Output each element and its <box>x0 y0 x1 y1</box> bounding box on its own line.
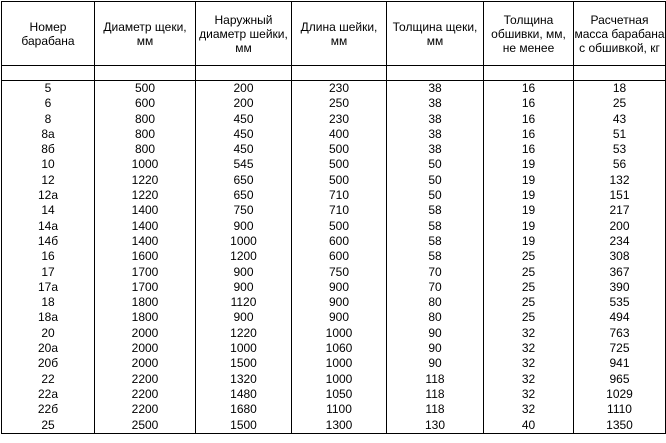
cheek-diameter-cell: 1700 <box>95 280 196 295</box>
cheek-diameter-cell: 1220 <box>95 173 196 188</box>
estimated-mass-cell: 51 <box>574 127 666 142</box>
neck-outer-diameter-cell: 1200 <box>196 249 292 264</box>
table-row <box>2 280 666 295</box>
sheathing-thickness-cell: 25 <box>484 310 574 325</box>
drum-number-cell: 22 <box>2 372 95 387</box>
table-row <box>2 173 666 188</box>
neck-outer-diameter-cell: 1220 <box>196 326 292 341</box>
neck-outer-diameter-cell: 650 <box>196 188 292 203</box>
cheek-thickness-cell: 118 <box>387 372 484 387</box>
sheathing-thickness-cell: 19 <box>484 188 574 203</box>
cheek-diameter-cell: 2200 <box>95 372 196 387</box>
cheek-diameter-cell: 1800 <box>95 295 196 310</box>
header-neck-length: Длина шейки, мм <box>292 2 387 66</box>
table-row <box>2 203 666 218</box>
drum-number-cell: 20а <box>2 341 95 356</box>
drum-number-cell: 16 <box>2 249 95 264</box>
cheek-diameter-cell: 600 <box>95 96 196 111</box>
table-row <box>2 356 666 371</box>
sheathing-thickness-cell: 32 <box>484 356 574 371</box>
neck-outer-diameter-cell: 450 <box>196 142 292 157</box>
drum-number-cell: 18 <box>2 295 95 310</box>
estimated-mass-cell: 53 <box>574 142 666 157</box>
cheek-diameter-cell: 1000 <box>95 157 196 172</box>
estimated-mass-cell: 217 <box>574 203 666 218</box>
cheek-diameter-cell: 800 <box>95 112 196 127</box>
neck-length-cell: 710 <box>292 203 387 218</box>
table-row <box>2 402 666 417</box>
cheek-diameter-cell: 2000 <box>95 356 196 371</box>
neck-length-cell: 250 <box>292 96 387 111</box>
drum-number-cell: 12а <box>2 188 95 203</box>
header-neck-outer-diameter: Наружный диаметр шейки, мм <box>196 2 292 66</box>
cheek-thickness-cell: 118 <box>387 402 484 417</box>
spacer-cell <box>574 66 666 81</box>
neck-length-cell: 900 <box>292 280 387 295</box>
neck-outer-diameter-cell: 900 <box>196 265 292 280</box>
neck-length-cell: 500 <box>292 173 387 188</box>
estimated-mass-cell: 725 <box>574 341 666 356</box>
drum-spec-table-container <box>1 1 665 441</box>
estimated-mass-cell: 367 <box>574 265 666 280</box>
cheek-thickness-cell: 50 <box>387 188 484 203</box>
drum-number-cell: 14б <box>2 234 95 249</box>
cheek-thickness-cell: 80 <box>387 310 484 325</box>
neck-outer-diameter-cell: 900 <box>196 219 292 234</box>
cheek-diameter-cell: 2200 <box>95 402 196 417</box>
neck-length-cell: 900 <box>292 310 387 325</box>
sheathing-thickness-cell: 16 <box>484 96 574 111</box>
table-body <box>2 81 666 434</box>
cheek-thickness-cell: 38 <box>387 96 484 111</box>
sheathing-thickness-cell: 32 <box>484 387 574 402</box>
drum-number-cell: 17а <box>2 280 95 295</box>
spacer-cell <box>387 66 484 81</box>
table-row <box>2 418 666 434</box>
table-row <box>2 81 666 97</box>
neck-outer-diameter-cell: 200 <box>196 96 292 111</box>
neck-outer-diameter-cell: 1500 <box>196 356 292 371</box>
neck-outer-diameter-cell: 900 <box>196 280 292 295</box>
cheek-diameter-cell: 2200 <box>95 387 196 402</box>
cheek-thickness-cell: 50 <box>387 157 484 172</box>
cheek-thickness-cell: 90 <box>387 326 484 341</box>
sheathing-thickness-cell: 25 <box>484 249 574 264</box>
cheek-thickness-cell: 70 <box>387 265 484 280</box>
cheek-diameter-cell: 2000 <box>95 326 196 341</box>
drum-number-cell: 12 <box>2 173 95 188</box>
neck-outer-diameter-cell: 1000 <box>196 341 292 356</box>
cheek-thickness-cell: 58 <box>387 234 484 249</box>
cheek-thickness-cell: 58 <box>387 203 484 218</box>
neck-outer-diameter-cell: 1500 <box>196 418 292 434</box>
table-row <box>2 127 666 142</box>
drum-number-cell: 14 <box>2 203 95 218</box>
sheathing-thickness-cell: 19 <box>484 173 574 188</box>
cheek-diameter-cell: 500 <box>95 81 196 97</box>
estimated-mass-cell: 941 <box>574 356 666 371</box>
neck-length-cell: 1060 <box>292 341 387 356</box>
cheek-thickness-cell: 50 <box>387 173 484 188</box>
header-spacer-row <box>2 66 666 81</box>
cheek-diameter-cell: 1400 <box>95 219 196 234</box>
cheek-thickness-cell: 118 <box>387 387 484 402</box>
cheek-diameter-cell: 800 <box>95 127 196 142</box>
estimated-mass-cell: 234 <box>574 234 666 249</box>
estimated-mass-cell: 1350 <box>574 418 666 434</box>
neck-outer-diameter-cell: 900 <box>196 310 292 325</box>
estimated-mass-cell: 151 <box>574 188 666 203</box>
estimated-mass-cell: 965 <box>574 372 666 387</box>
neck-outer-diameter-cell: 1120 <box>196 295 292 310</box>
table-row <box>2 265 666 280</box>
neck-outer-diameter-cell: 200 <box>196 81 292 97</box>
cheek-thickness-cell: 90 <box>387 341 484 356</box>
neck-outer-diameter-cell: 1320 <box>196 372 292 387</box>
table-row <box>2 142 666 157</box>
table-row <box>2 372 666 387</box>
drum-number-cell: 20 <box>2 326 95 341</box>
spacer-cell <box>95 66 196 81</box>
sheathing-thickness-cell: 32 <box>484 326 574 341</box>
cheek-thickness-cell: 70 <box>387 280 484 295</box>
cheek-thickness-cell: 58 <box>387 249 484 264</box>
neck-length-cell: 500 <box>292 142 387 157</box>
neck-length-cell: 900 <box>292 295 387 310</box>
estimated-mass-cell: 200 <box>574 219 666 234</box>
sheathing-thickness-cell: 32 <box>484 372 574 387</box>
table-row <box>2 295 666 310</box>
cheek-thickness-cell: 90 <box>387 356 484 371</box>
cheek-thickness-cell: 38 <box>387 81 484 97</box>
neck-length-cell: 750 <box>292 265 387 280</box>
cheek-thickness-cell: 130 <box>387 418 484 434</box>
drum-number-cell: 18а <box>2 310 95 325</box>
neck-outer-diameter-cell: 750 <box>196 203 292 218</box>
neck-length-cell: 600 <box>292 249 387 264</box>
spacer-cell <box>196 66 292 81</box>
cheek-diameter-cell: 1600 <box>95 249 196 264</box>
table-row <box>2 326 666 341</box>
neck-length-cell: 1000 <box>292 326 387 341</box>
table-row <box>2 188 666 203</box>
header-estimated-mass: Расчетная масса барабана с обшивкой, кг <box>574 2 666 66</box>
drum-number-cell: 22б <box>2 402 95 417</box>
cheek-diameter-cell: 2500 <box>95 418 196 434</box>
cheek-thickness-cell: 80 <box>387 295 484 310</box>
sheathing-thickness-cell: 32 <box>484 402 574 417</box>
sheathing-thickness-cell: 16 <box>484 127 574 142</box>
header-sheathing-thickness: Толщина обшивки, мм, не менее <box>484 2 574 66</box>
table-row <box>2 112 666 127</box>
table-row <box>2 96 666 111</box>
sheathing-thickness-cell: 19 <box>484 157 574 172</box>
drum-number-cell: 6 <box>2 96 95 111</box>
neck-length-cell: 710 <box>292 188 387 203</box>
table-header <box>2 2 666 81</box>
estimated-mass-cell: 1029 <box>574 387 666 402</box>
neck-outer-diameter-cell: 1000 <box>196 234 292 249</box>
header-row <box>2 2 666 66</box>
drum-number-cell: 5 <box>2 81 95 97</box>
cheek-diameter-cell: 1400 <box>95 234 196 249</box>
header-cheek-thickness: Толщина щеки, мм <box>387 2 484 66</box>
cheek-diameter-cell: 2000 <box>95 341 196 356</box>
spacer-cell <box>484 66 574 81</box>
estimated-mass-cell: 1110 <box>574 402 666 417</box>
table-row <box>2 157 666 172</box>
table-row <box>2 249 666 264</box>
estimated-mass-cell: 56 <box>574 157 666 172</box>
cheek-thickness-cell: 38 <box>387 112 484 127</box>
drum-number-cell: 8б <box>2 142 95 157</box>
sheathing-thickness-cell: 19 <box>484 203 574 218</box>
neck-outer-diameter-cell: 1680 <box>196 402 292 417</box>
drum-number-cell: 8а <box>2 127 95 142</box>
neck-length-cell: 230 <box>292 81 387 97</box>
estimated-mass-cell: 308 <box>574 249 666 264</box>
header-drum-number: Номер барабана <box>2 2 95 66</box>
neck-length-cell: 500 <box>292 219 387 234</box>
table-row <box>2 341 666 356</box>
sheathing-thickness-cell: 40 <box>484 418 574 434</box>
cheek-diameter-cell: 1800 <box>95 310 196 325</box>
table-row <box>2 234 666 249</box>
neck-length-cell: 400 <box>292 127 387 142</box>
estimated-mass-cell: 18 <box>574 81 666 97</box>
neck-outer-diameter-cell: 450 <box>196 112 292 127</box>
neck-length-cell: 600 <box>292 234 387 249</box>
header-cheek-diameter: Диаметр щеки, мм <box>95 2 196 66</box>
table-row <box>2 387 666 402</box>
spacer-cell <box>2 66 95 81</box>
cheek-thickness-cell: 38 <box>387 127 484 142</box>
table-row <box>2 310 666 325</box>
drum-number-cell: 8 <box>2 112 95 127</box>
spacer-cell <box>292 66 387 81</box>
drum-number-cell: 20б <box>2 356 95 371</box>
neck-length-cell: 500 <box>292 157 387 172</box>
neck-outer-diameter-cell: 1480 <box>196 387 292 402</box>
sheathing-thickness-cell: 16 <box>484 81 574 97</box>
cheek-diameter-cell: 800 <box>95 142 196 157</box>
estimated-mass-cell: 763 <box>574 326 666 341</box>
estimated-mass-cell: 25 <box>574 96 666 111</box>
neck-length-cell: 230 <box>292 112 387 127</box>
table-row <box>2 219 666 234</box>
cheek-diameter-cell: 1700 <box>95 265 196 280</box>
neck-outer-diameter-cell: 450 <box>196 127 292 142</box>
neck-outer-diameter-cell: 545 <box>196 157 292 172</box>
sheathing-thickness-cell: 25 <box>484 280 574 295</box>
sheathing-thickness-cell: 19 <box>484 234 574 249</box>
cheek-thickness-cell: 58 <box>387 219 484 234</box>
cheek-thickness-cell: 38 <box>387 142 484 157</box>
sheathing-thickness-cell: 19 <box>484 219 574 234</box>
drum-number-cell: 22а <box>2 387 95 402</box>
estimated-mass-cell: 132 <box>574 173 666 188</box>
drum-number-cell: 10 <box>2 157 95 172</box>
sheathing-thickness-cell: 16 <box>484 112 574 127</box>
neck-length-cell: 1000 <box>292 356 387 371</box>
cheek-diameter-cell: 1400 <box>95 203 196 218</box>
sheathing-thickness-cell: 25 <box>484 265 574 280</box>
neck-length-cell: 1100 <box>292 402 387 417</box>
estimated-mass-cell: 535 <box>574 295 666 310</box>
estimated-mass-cell: 43 <box>574 112 666 127</box>
drum-spec-table <box>1 1 666 434</box>
estimated-mass-cell: 390 <box>574 280 666 295</box>
drum-number-cell: 14а <box>2 219 95 234</box>
sheathing-thickness-cell: 32 <box>484 341 574 356</box>
neck-outer-diameter-cell: 650 <box>196 173 292 188</box>
neck-length-cell: 1000 <box>292 372 387 387</box>
sheathing-thickness-cell: 16 <box>484 142 574 157</box>
cheek-diameter-cell: 1220 <box>95 188 196 203</box>
drum-number-cell: 17 <box>2 265 95 280</box>
estimated-mass-cell: 494 <box>574 310 666 325</box>
drum-number-cell: 25 <box>2 418 95 434</box>
sheathing-thickness-cell: 25 <box>484 295 574 310</box>
neck-length-cell: 1050 <box>292 387 387 402</box>
neck-length-cell: 1300 <box>292 418 387 434</box>
